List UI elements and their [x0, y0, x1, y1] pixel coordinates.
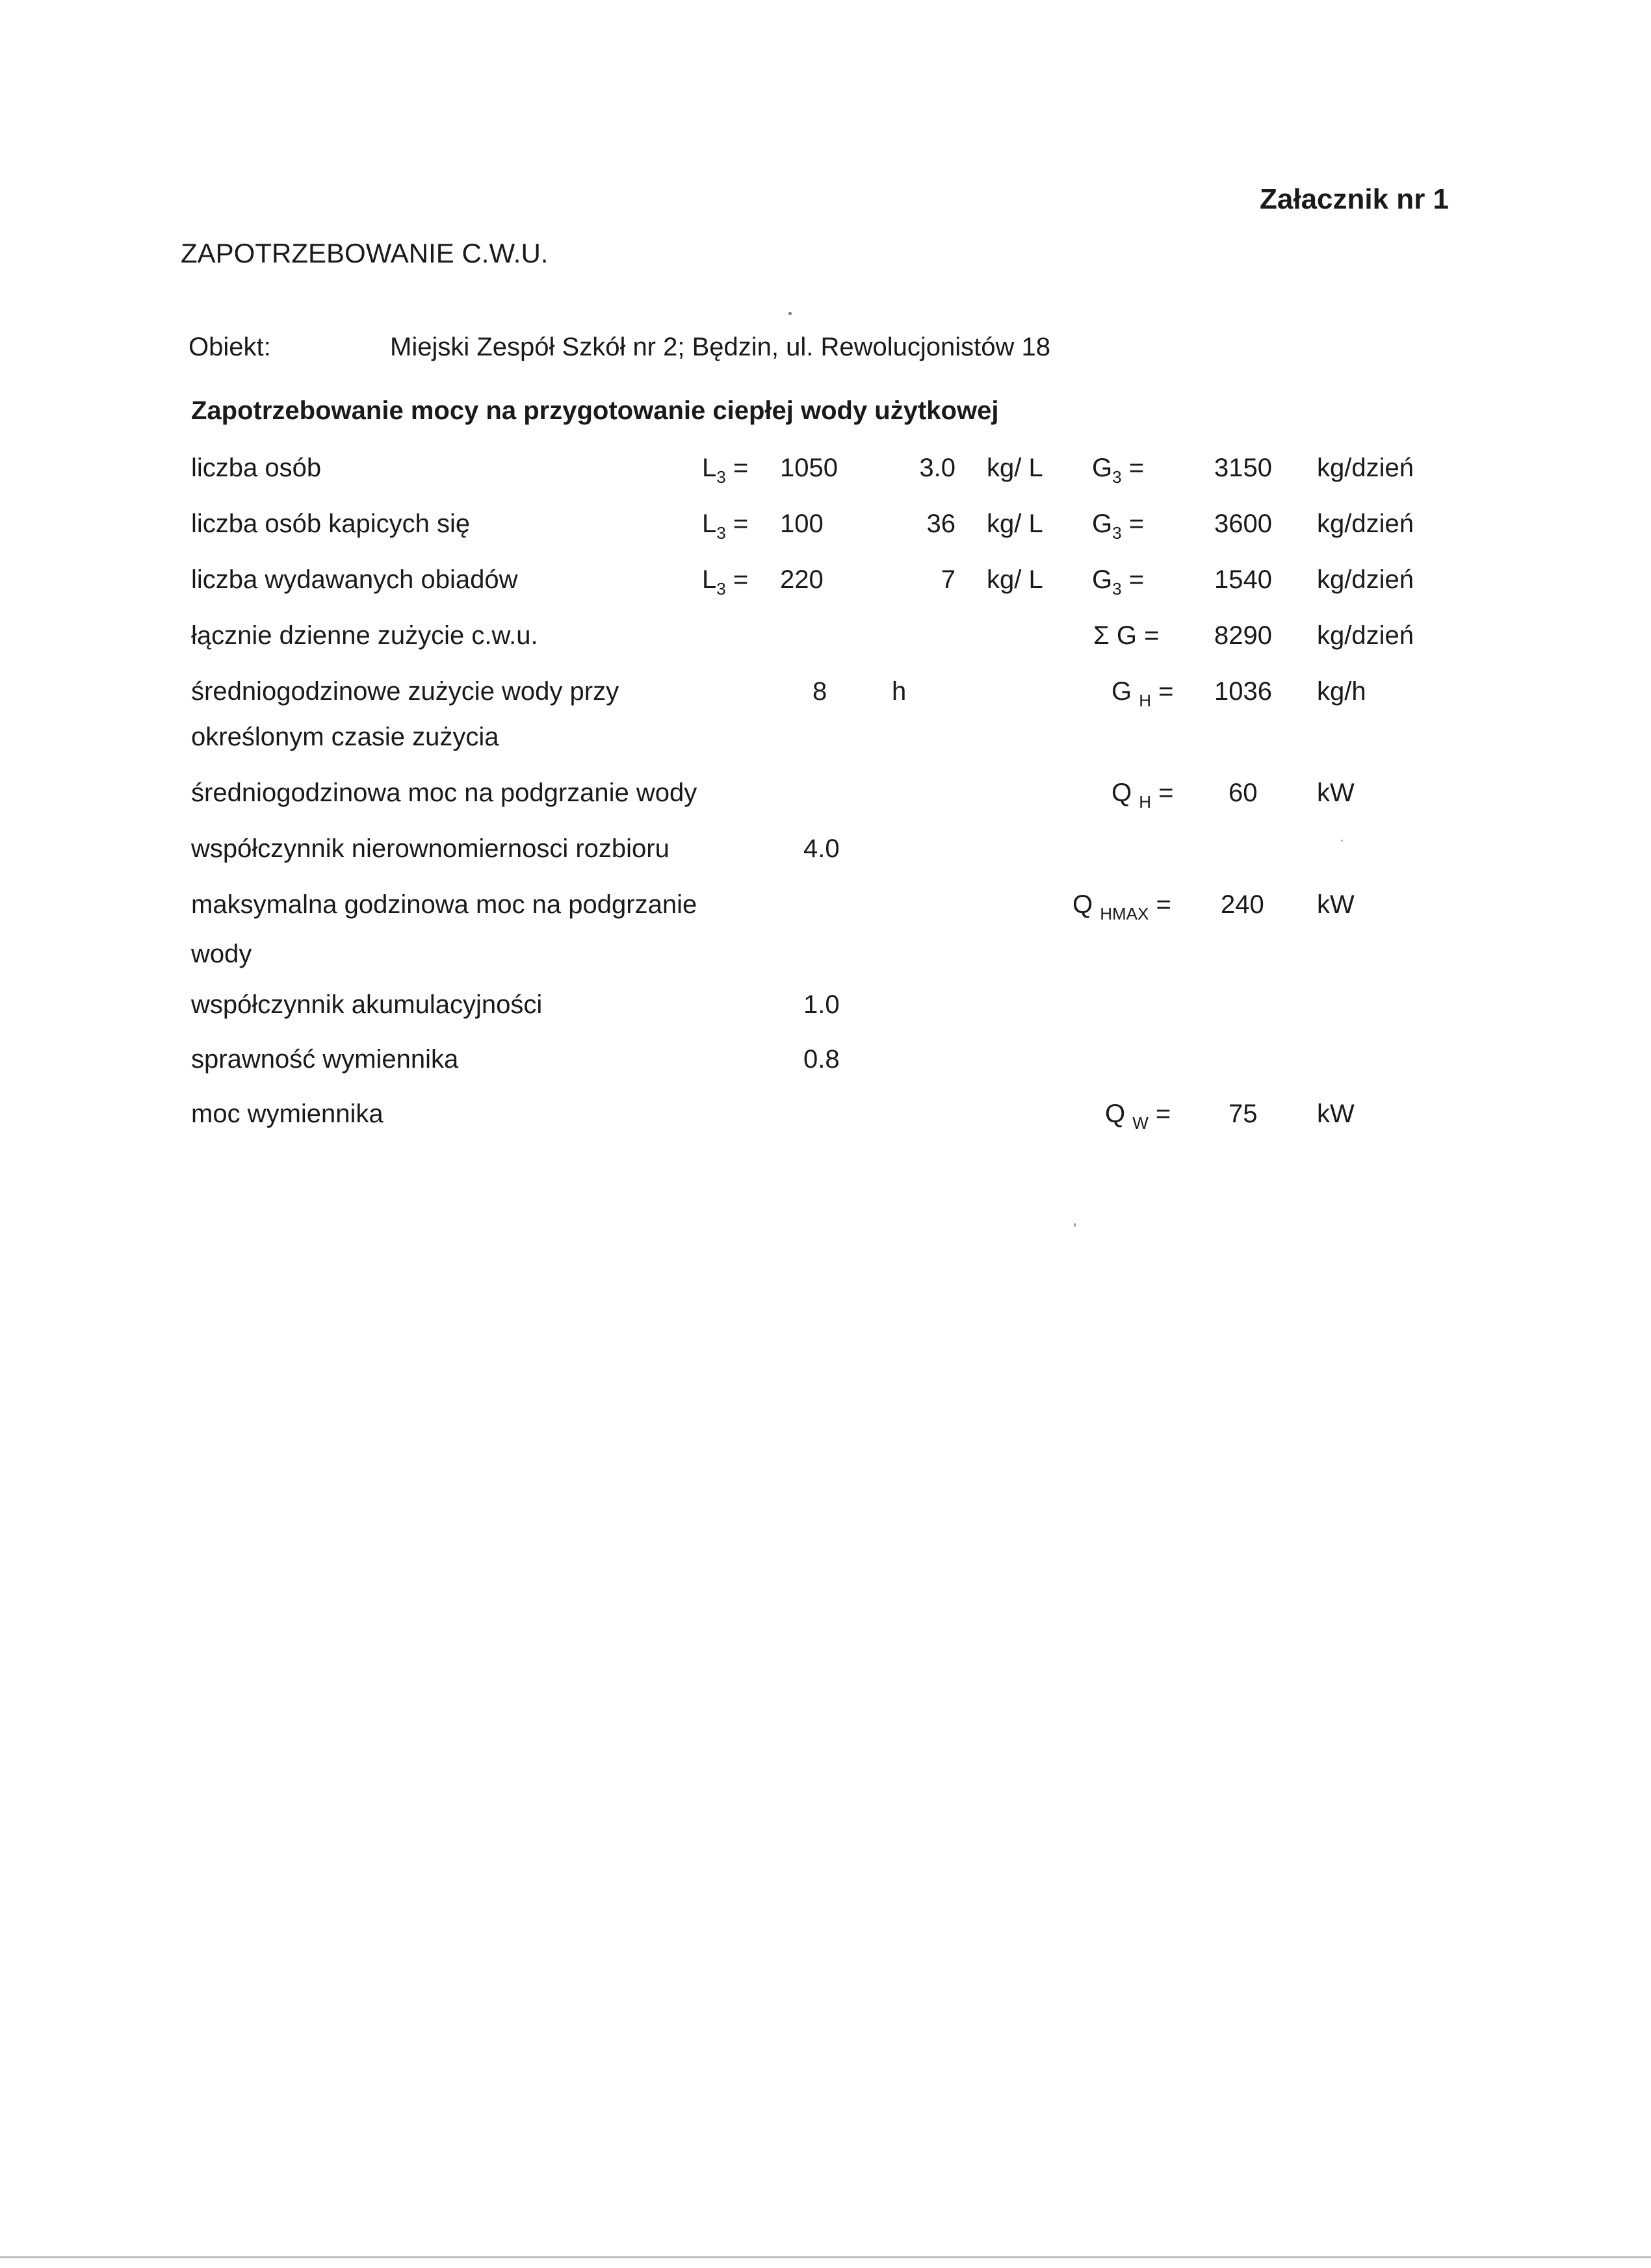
qhmax-unit: kW [1317, 890, 1355, 919]
hourly-power-label: średniogodzinowa moc na podgrzanie wody [191, 779, 697, 807]
qw-value: 75 [1228, 1100, 1258, 1128]
coefficient-unit: kg/ L [987, 509, 1043, 538]
scan-speck [1341, 840, 1343, 842]
l-symbol: $L_3$ = [702, 565, 749, 599]
qw-unit: kW [1317, 1100, 1355, 1128]
hours-unit: h [892, 677, 907, 706]
hourly-label-line1: średniogodzinowe zużycie wody przy [191, 677, 619, 706]
coefficient: 36 [926, 509, 956, 538]
accumulation-value: 1.0 [803, 990, 840, 1019]
g-value: 3150 [1214, 454, 1272, 482]
efficiency-value: 0.8 [803, 1045, 840, 1074]
g-value: 1540 [1214, 565, 1272, 594]
g-symbol: $G_3$ = [1092, 565, 1145, 599]
exchanger-power-label: moc wymiennika [191, 1100, 384, 1128]
row-label: liczba osób kapicych się [191, 509, 471, 538]
max-power-label-line1: maksymalna godzinowa moc na podgrzanie [191, 890, 697, 919]
qh-symbol: Q $_H$ = [1112, 779, 1174, 812]
document-title: ZAPOTRZEBOWANIE C.W.U. [181, 238, 549, 268]
g-unit: kg/dzień [1317, 509, 1414, 538]
gh-symbol: G $_H$ = [1112, 677, 1174, 710]
nonuniformity-label: współczynnik nierownomiernosci rozbioru [191, 834, 670, 863]
total-unit: kg/dzień [1317, 621, 1414, 650]
g-symbol: $G_3$ = [1092, 454, 1145, 487]
coefficient-unit: kg/ L [987, 454, 1043, 482]
total-symbol: Σ G = [1093, 621, 1160, 650]
max-power-label-line2: wody [191, 940, 252, 968]
coefficient: 7 [941, 565, 956, 594]
g-value: 3600 [1214, 509, 1272, 538]
efficiency-label: sprawność wymiennika [191, 1045, 459, 1074]
scan-speck [788, 312, 792, 315]
g-symbol: $G_3$ = [1092, 509, 1145, 543]
l-value: 1050 [780, 454, 838, 482]
section-heading: Zapotrzebowanie mocy na przygotowanie ciepłej wody użytkowej [191, 396, 999, 425]
annex-label: Załacznik nr 1 [1260, 183, 1450, 215]
g-unit: kg/dzień [1317, 565, 1414, 594]
total-value: 8290 [1214, 621, 1272, 650]
row-label: liczba wydawanych obiadów [191, 565, 518, 594]
row-label: liczba osób [191, 454, 322, 482]
hours-value: 8 [812, 677, 827, 706]
object-label: Obiekt: [188, 333, 271, 361]
l-symbol: $L_3$ = [702, 454, 749, 487]
hourly-label-line2: określonym czasie zużycia [191, 723, 499, 751]
coefficient-unit: kg/ L [987, 565, 1043, 594]
qhmax-value: 240 [1221, 890, 1264, 919]
accumulation-label: współczynnik akumulacyjności [191, 990, 543, 1019]
l-value: 100 [780, 509, 824, 538]
qw-symbol: Q $_W$ = [1105, 1100, 1171, 1133]
nonuniformity-value: 4.0 [803, 834, 840, 863]
scan-edge-line [0, 2256, 1651, 2258]
gh-value: 1036 [1214, 677, 1272, 706]
gh-unit: kg/h [1317, 677, 1366, 706]
qh-value: 60 [1228, 779, 1258, 807]
scan-speck [1074, 1223, 1076, 1227]
l-symbol: $L_3$ = [702, 509, 749, 543]
l-value: 220 [780, 565, 824, 594]
total-label: łącznie dzienne zużycie c.w.u. [191, 621, 538, 650]
g-unit: kg/dzień [1317, 454, 1414, 482]
qhmax-symbol: Q $_{HMAX}$ = [1072, 890, 1171, 923]
qh-unit: kW [1317, 779, 1355, 807]
object-value: Miejski Zespół Szkół nr 2; Będzin, ul. Rewolucjonistów 18 [390, 333, 1050, 361]
coefficient: 3.0 [919, 454, 956, 482]
